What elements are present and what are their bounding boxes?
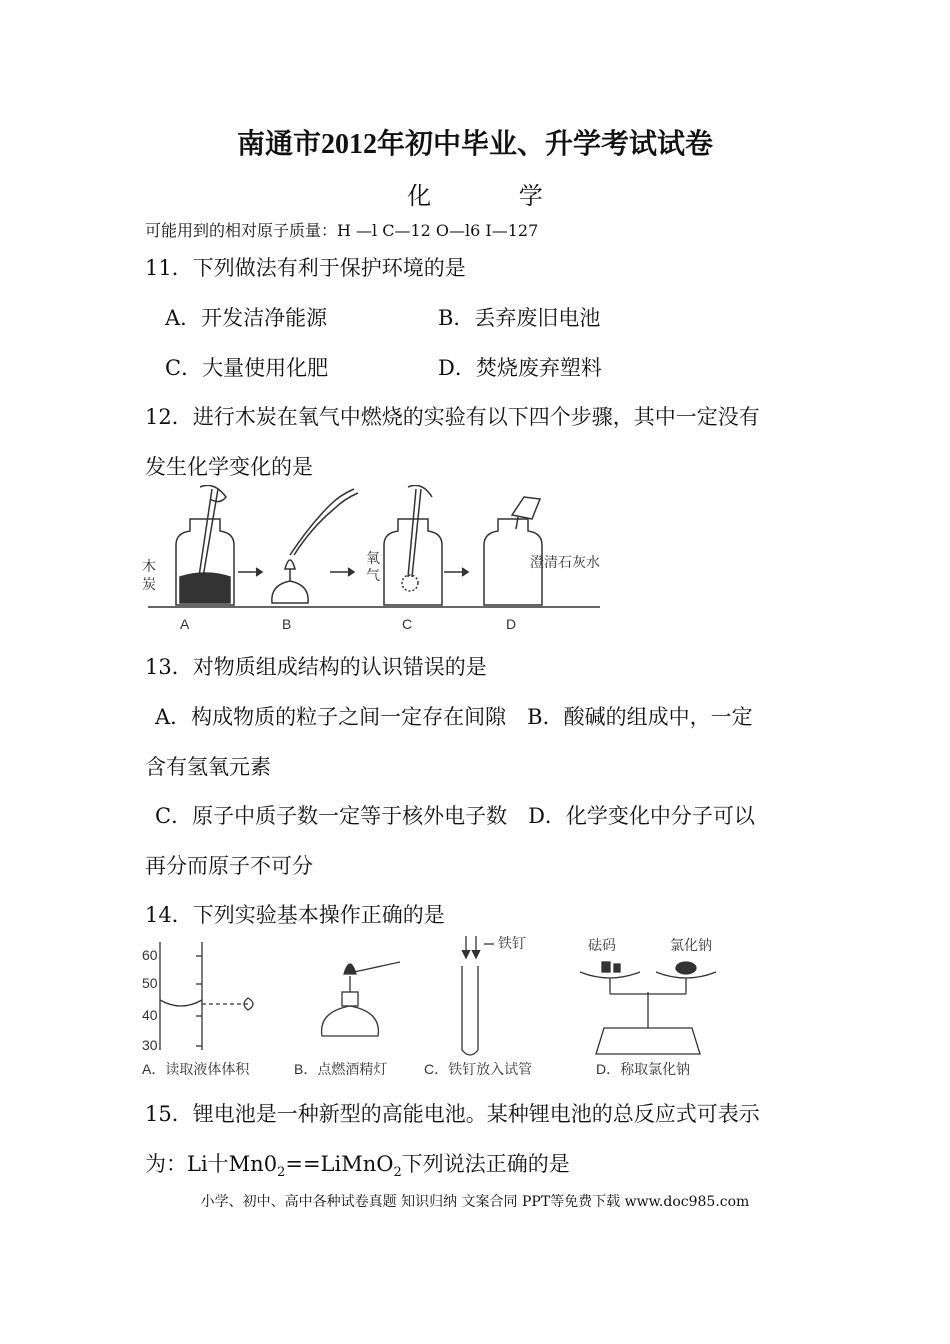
limewater-jar-icon: [484, 497, 542, 605]
alcohol-lamp-icon: [322, 962, 400, 1036]
caption-a: A．读取液体体积: [142, 1061, 250, 1077]
label-charcoal-1: 木: [142, 558, 156, 574]
step-c-label: C: [402, 616, 413, 632]
q11-stem: 11．下列做法有利于保护环境的是: [145, 256, 466, 280]
tick-60: 60: [142, 947, 158, 963]
arrow-icon: [444, 568, 468, 576]
tick-30: 30: [142, 1037, 158, 1053]
subject-heading: 化 学: [407, 182, 583, 210]
q15-sub2: 2: [393, 1165, 402, 1181]
q15-suffix: 下列说法正确的是: [401, 1152, 570, 1176]
balance-scale-icon: [580, 962, 716, 1054]
q14-stem: 14．下列实验基本操作正确的是: [145, 903, 445, 927]
q13-line4: 再分而原子不可分: [145, 854, 313, 878]
q12-experiment-figure: [140, 485, 610, 635]
q11-option-c: C．大量使用化肥: [165, 356, 329, 380]
q12-stem-line1: 12．进行木炭在氧气中燃烧的实验有以下四个步骤，其中一定没有: [145, 405, 760, 429]
step-a-label: A: [180, 616, 190, 632]
caption-c: C．铁钉放入试管: [424, 1061, 533, 1077]
label-weight: 砝码: [588, 937, 616, 953]
label-charcoal-2: 炭: [142, 576, 156, 592]
atomic-masses-note: 可能用到的相对原子质量：H —l C—12 O—l6 I—127: [145, 221, 539, 240]
tick-40: 40: [142, 1007, 158, 1023]
tick-50: 50: [142, 975, 158, 991]
oxygen-jar-icon: [384, 485, 442, 605]
q13-stem: 13．对物质组成结构的认识错误的是: [145, 655, 487, 679]
step-d-label: D: [506, 616, 517, 632]
test-tube-icon: [462, 936, 494, 1055]
jar-with-charcoal-icon: [176, 485, 234, 605]
q11-option-b: B．丢弃废旧电池: [438, 306, 601, 330]
q15-prefix: 为：Li十Mn0: [145, 1152, 278, 1176]
q14-operations-figure: [140, 932, 720, 1082]
q11-option-d: D．焚烧废弃塑料: [438, 356, 602, 380]
q13-line3: C．原子中质子数一定等于核外电子数 D．化学变化中分子可以: [155, 804, 755, 828]
alcohol-lamp-icon: [272, 489, 358, 603]
q15-stem-line2: [145, 1148, 570, 1180]
label-limewater: 澄清石灰水: [530, 554, 600, 570]
q15-sub1: 2: [277, 1165, 286, 1181]
q15-stem-line1: 15．锂电池是一种新型的高能电池。某种锂电池的总反应式可表示: [145, 1102, 760, 1126]
q15-mid: ==LiMnO: [285, 1152, 394, 1176]
q12-stem-line2: 发生化学变化的是: [145, 455, 313, 479]
caption-d: D．称取氯化钠: [596, 1061, 691, 1077]
page-title: 南通市2012年初中毕业、升学考试试卷: [236, 129, 713, 160]
q13-line1: A．构成物质的粒子之间一定存在间隙 B．酸碱的组成中，一定: [155, 705, 753, 729]
step-b-label: B: [282, 616, 292, 632]
label-oxygen-1: 氧: [366, 550, 380, 566]
label-nacl: 氯化钠: [670, 937, 712, 953]
q13-line2: 含有氢氧元素: [145, 755, 271, 779]
caption-b: B．点燃酒精灯: [294, 1061, 388, 1077]
label-oxygen-2: 气: [366, 567, 380, 583]
page-footer: 小学、初中、高中各种试卷真题 知识归纳 文案合同 PPT等免费下载 www.doc985.com: [200, 1194, 750, 1210]
q11-option-a: A．开发洁净能源: [165, 306, 328, 330]
graduated-cylinder-icon: [160, 942, 253, 1050]
arrow-icon: [330, 568, 354, 576]
label-nail: 铁钉: [498, 935, 526, 951]
arrow-icon: [238, 568, 262, 576]
